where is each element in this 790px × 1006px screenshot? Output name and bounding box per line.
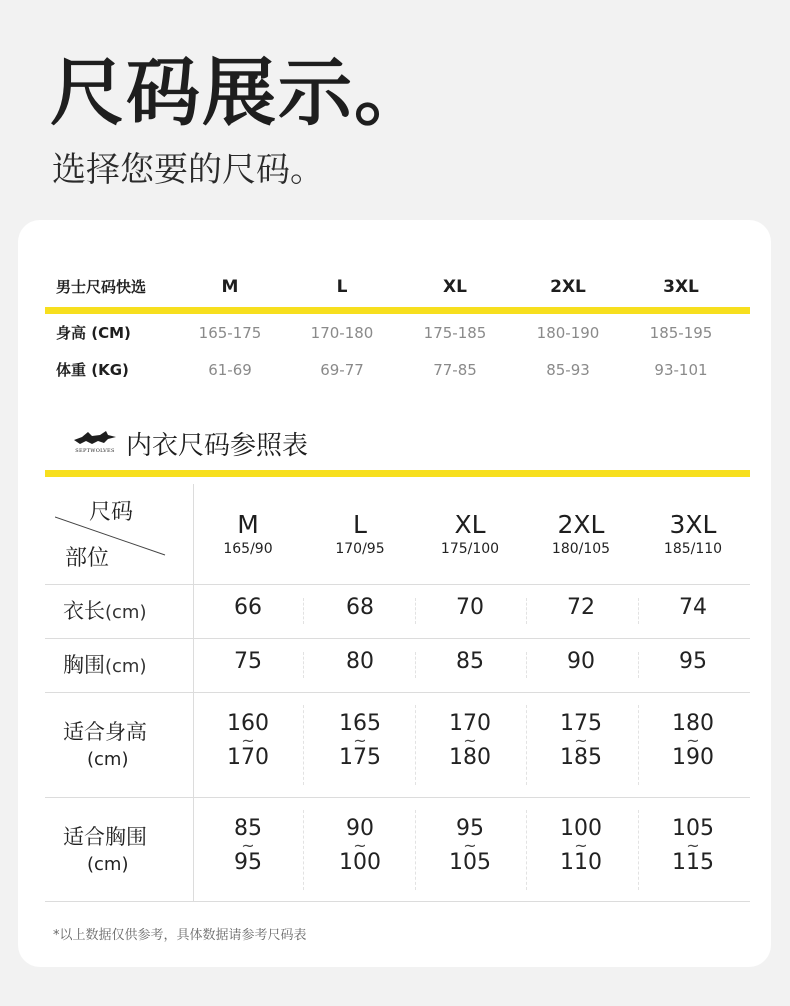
range-to: 115	[672, 850, 714, 875]
range-from: 160	[227, 711, 269, 736]
row-divider	[45, 692, 750, 693]
range-to: 170	[227, 745, 269, 770]
chest-value: 95	[679, 649, 707, 674]
quick-size-m: M	[221, 277, 239, 297]
quick-weight-value: 61-69	[208, 361, 252, 379]
quick-weight-value: 77-85	[433, 361, 477, 379]
range-to: 95	[234, 850, 262, 875]
row-label-unit: (cm)	[105, 602, 147, 623]
quick-weight-value: 93-101	[654, 361, 708, 379]
size-name: 2XL	[557, 510, 605, 539]
size-spec: 185/110	[663, 541, 723, 557]
fit-chest-range	[193, 818, 303, 874]
col-separator	[303, 598, 304, 624]
range-from: 180	[672, 711, 714, 736]
row-label-text: 衣长	[63, 599, 105, 623]
range-tilde: ~	[463, 836, 477, 855]
row-divider	[45, 584, 750, 585]
corner-size-label: 尺码	[89, 500, 134, 525]
corner-part-label: 部位	[65, 546, 110, 571]
quick-weight-row	[18, 355, 771, 385]
quick-size-xl: XL	[443, 277, 467, 297]
quick-size-l: L	[336, 277, 348, 297]
quick-height-label: 身高 (CM)	[56, 324, 131, 342]
size-spec: 165/90	[223, 541, 273, 557]
range-from: 105	[672, 816, 714, 841]
range-tilde: ~	[686, 731, 700, 750]
length-value: 72	[567, 595, 595, 620]
fit-height-range	[526, 713, 636, 769]
table-top-bar	[45, 470, 750, 477]
range-tilde: ~	[686, 836, 700, 855]
wolf-icon	[72, 428, 118, 450]
quick-header-label: 男士尺码快选	[56, 278, 147, 296]
range-from: 90	[346, 816, 374, 841]
fit-chest-range	[638, 818, 748, 874]
fit-height-range	[305, 713, 415, 769]
section-title	[70, 425, 308, 461]
range-to: 190	[672, 745, 714, 770]
range-tilde: ~	[463, 731, 477, 750]
length-value: 70	[456, 595, 484, 620]
footnote: *以上数据仅供参考，具体数据请参考尺码表	[53, 928, 307, 943]
row-label-fit-height: 适合身高	[63, 720, 147, 744]
size-name: L	[353, 510, 367, 539]
chest-value: 85	[456, 649, 484, 674]
row-label-unit: (cm)	[105, 656, 147, 677]
range-tilde: ~	[353, 731, 367, 750]
quick-size-3xl: 3XL	[663, 277, 699, 297]
quick-height-value: 185-195	[649, 324, 713, 342]
range-to: 100	[339, 850, 381, 875]
section-title-text: 内衣尺码参照表	[126, 430, 309, 461]
size-spec: 170/95	[335, 541, 385, 557]
fit-chest-range	[526, 818, 636, 874]
quick-height-value: 175-185	[423, 324, 487, 342]
row-label-fit-chest: 适合胸围	[63, 825, 147, 849]
range-from: 85	[234, 816, 262, 841]
fit-height-range	[193, 713, 303, 769]
row-divider	[45, 797, 750, 798]
range-tilde: ~	[241, 731, 255, 750]
range-from: 95	[456, 816, 484, 841]
range-from: 175	[560, 711, 602, 736]
fit-chest-range	[415, 818, 525, 874]
size-card	[18, 220, 771, 967]
quick-weight-label: 体重 (KG)	[56, 361, 129, 379]
range-from: 100	[560, 816, 602, 841]
range-to: 110	[560, 850, 602, 875]
quick-header-row	[18, 272, 771, 302]
brand-text: SEPTWOLVES	[75, 448, 115, 454]
quick-height-value: 165-175	[198, 324, 262, 342]
size-name: 3XL	[669, 510, 717, 539]
fit-height-range	[415, 713, 525, 769]
size-header-xl	[415, 510, 525, 558]
col-separator	[303, 705, 304, 785]
length-value: 74	[679, 595, 707, 620]
range-from: 165	[339, 711, 381, 736]
range-to: 180	[449, 745, 491, 770]
size-spec: 175/100	[440, 541, 500, 557]
range-tilde: ~	[574, 731, 588, 750]
row-divider	[45, 901, 750, 902]
size-header-l	[305, 510, 415, 558]
quick-height-value: 180-190	[536, 324, 600, 342]
col-separator	[303, 810, 304, 890]
brand-logo	[70, 428, 120, 458]
size-name: XL	[454, 510, 486, 539]
size-name: M	[237, 510, 259, 539]
quick-weight-value: 69-77	[320, 361, 364, 379]
size-spec: 180/105	[551, 541, 611, 557]
range-to: 185	[560, 745, 602, 770]
range-to: 175	[339, 745, 381, 770]
chest-value: 80	[346, 649, 374, 674]
chest-value: 75	[234, 649, 262, 674]
row-label-length	[63, 595, 146, 625]
range-from: 170	[449, 711, 491, 736]
page-subtitle: 选择您要的尺码。	[52, 150, 324, 190]
corner-diagonal	[55, 515, 167, 557]
quick-height-value: 170-180	[310, 324, 374, 342]
chest-value: 90	[567, 649, 595, 674]
page-title: 尺码展示。	[50, 50, 430, 136]
quick-divider-bar	[45, 307, 750, 314]
col-separator	[303, 652, 304, 678]
length-value: 68	[346, 595, 374, 620]
size-header-2xl	[526, 510, 636, 558]
row-label-text: 胸围	[63, 653, 105, 677]
row-label-chest	[63, 649, 146, 679]
size-header-3xl	[638, 510, 748, 558]
row-label-fit-chest-unit: (cm)	[87, 854, 129, 875]
range-tilde: ~	[353, 836, 367, 855]
range-tilde: ~	[241, 836, 255, 855]
fit-height-range	[638, 713, 748, 769]
quick-height-row	[18, 318, 771, 348]
row-divider	[45, 638, 750, 639]
range-to: 105	[449, 850, 491, 875]
fit-chest-range	[305, 818, 415, 874]
quick-size-2xl: 2XL	[550, 277, 586, 297]
size-header-m	[193, 510, 303, 558]
length-value: 66	[234, 595, 262, 620]
quick-weight-value: 85-93	[546, 361, 590, 379]
range-tilde: ~	[574, 836, 588, 855]
row-label-fit-height-unit: (cm)	[87, 749, 129, 770]
